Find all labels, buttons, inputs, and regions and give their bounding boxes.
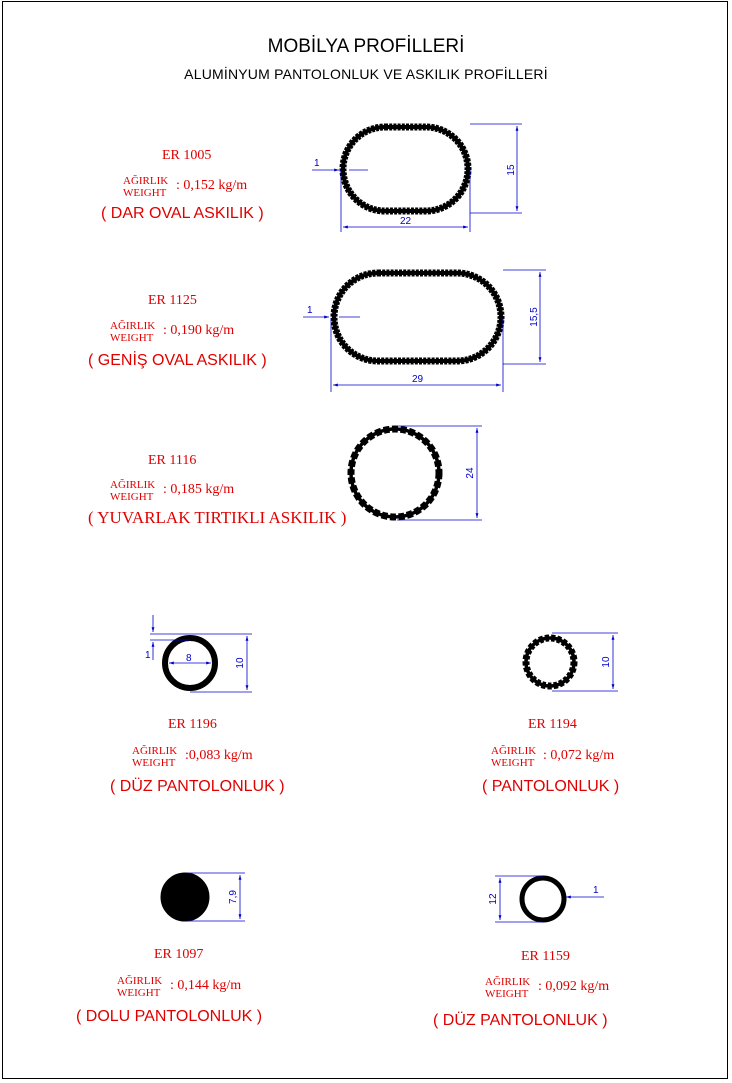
profile-er1196-drawing	[150, 615, 252, 692]
er1005-weight-label-en: WEIGHT	[123, 187, 167, 199]
er1005-thickness-dim: 1	[314, 158, 320, 169]
er1196-weight-label-tr: AĞIRLIK	[132, 745, 178, 757]
er1159-code: ER 1159	[521, 949, 570, 964]
er1194-height-dim: 10	[601, 656, 612, 668]
er1196-thickness-dim: 1	[145, 650, 151, 661]
er1116-weight-value: : 0,185 kg/m	[163, 482, 235, 497]
er1125-code: ER 1125	[148, 293, 197, 308]
oval-profile-core	[343, 127, 468, 211]
er1005-weight-label-tr: AĞIRLIK	[123, 175, 169, 187]
er1194-weight-label-en: WEIGHT	[491, 757, 535, 769]
er1097-code: ER 1097	[154, 947, 204, 962]
er1194-weight-value: : 0,072 kg/m	[543, 748, 615, 763]
profile-er1116-drawing	[351, 426, 482, 520]
er1159-thickness-dim: 1	[593, 885, 599, 896]
er1097-weight-value: : 0,144 kg/m	[170, 978, 242, 993]
er1116-weight-label-tr: AĞIRLIK	[110, 479, 156, 491]
er1005-code: ER 1005	[162, 148, 212, 163]
er1116-weight-label-en: WEIGHT	[110, 491, 154, 503]
er1005-width-dim: 22	[400, 216, 412, 227]
er1196-description: ( DÜZ PANTOLONLUK )	[110, 778, 285, 795]
er1116-height-dim: 24	[465, 467, 476, 479]
er1005-height-dim: 15	[506, 164, 517, 176]
er1196-height-dim: 10	[235, 657, 246, 669]
er1116-code: ER 1116	[148, 453, 197, 468]
er1125-weight-value: : 0,190 kg/m	[163, 323, 235, 338]
er1159-height-dim: 12	[488, 893, 499, 905]
er1125-weight-label-en: WEIGHT	[110, 332, 154, 344]
er1097-weight-label-tr: AĞIRLIK	[117, 975, 163, 987]
er1116-description: ( YUVARLAK TIRTIKLI ASKILIK )	[88, 508, 347, 527]
er1097-weight-label-en: WEIGHT	[117, 987, 161, 999]
er1125-height-dim: 15,5	[529, 307, 540, 327]
er1159-weight-label-tr: AĞIRLIK	[485, 976, 531, 988]
er1194-description: ( PANTOLONLUK )	[482, 778, 620, 795]
er1097-height-dim: 7,9	[228, 890, 239, 904]
oval-profile-shape	[343, 127, 468, 211]
er1005-weight-value: : 0,152 kg/m	[176, 178, 248, 193]
page-subtitle: ALUMİNYUM PANTOLONLUK VE ASKILIK PROFİLLERİ	[184, 66, 548, 82]
er1159-weight-value: : 0,092 kg/m	[538, 979, 610, 994]
profile-er1159-drawing	[495, 876, 604, 922]
er1159-weight-label-en: WEIGHT	[485, 988, 529, 1000]
er1125-weight-label-tr: AĞIRLIK	[110, 320, 156, 332]
er1196-inner-dim: 8	[186, 653, 192, 664]
er1159-description: ( DÜZ PANTOLONLUK )	[433, 1012, 608, 1029]
er1194-weight-label-tr: AĞIRLIK	[491, 745, 537, 757]
profile-er1125-drawing	[303, 270, 546, 392]
er1196-weight-value: :0,083 kg/m	[185, 748, 253, 763]
page-title: MOBİLYA PROFİLLERİ	[267, 36, 465, 57]
er1125-description: ( GENİŞ OVAL ASKILIK )	[88, 352, 267, 369]
er1194-code: ER 1194	[528, 717, 577, 732]
er1097-description: ( DOLU PANTOLONLUK )	[76, 1008, 263, 1025]
er1196-weight-label-en: WEIGHT	[132, 757, 176, 769]
profile-er1005-drawing	[312, 124, 522, 232]
er1005-description: ( DAR OVAL ASKILIK )	[101, 205, 264, 222]
er1125-thickness-dim: 1	[307, 305, 313, 316]
er1196-code: ER 1196	[168, 717, 217, 732]
er1125-width-dim: 29	[412, 374, 424, 385]
